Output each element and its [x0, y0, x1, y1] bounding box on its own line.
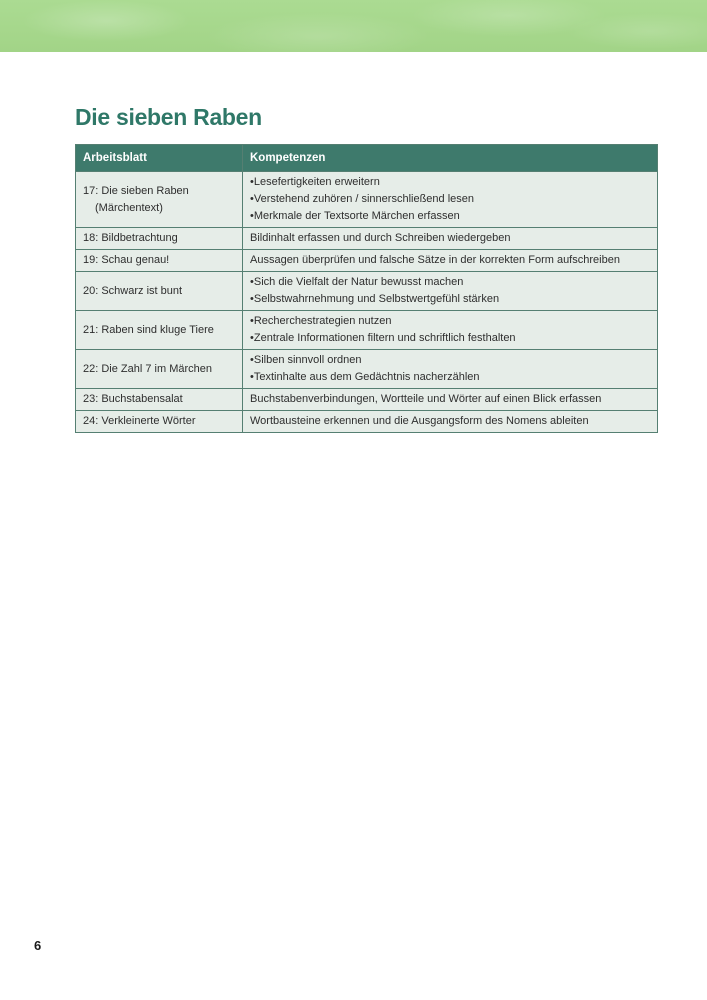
table-row — [76, 350, 658, 389]
arbeitsblatt-cell — [76, 350, 243, 389]
kompetenz-item: • Recherchestrategien nutzen — [250, 313, 651, 330]
decorative-header-band — [0, 0, 707, 52]
kompetenz-item: Buchstabenverbindungen, Wortteile und Wörter auf einen Blick erfassen — [250, 393, 602, 405]
kompetenz-item: Bildinhalt erfassen und durch Schreiben wiedergeben — [250, 232, 511, 244]
kompetenzen-cell — [243, 389, 658, 411]
arbeitsblatt-text: 24: Verkleinerte Wörter — [83, 415, 196, 427]
kompetenz-item: • Selbstwahrnehmung und Selbstwertgefühl stärken — [250, 291, 651, 308]
kompetenz-item: Aussagen überprüfen und falsche Sätze in der korrekten Form aufschreiben — [250, 254, 620, 266]
competency-table — [75, 144, 658, 433]
table-row — [76, 250, 658, 272]
kompetenzen-cell — [243, 272, 658, 311]
kompetenzen-cell — [243, 250, 658, 272]
kompetenz-item: • Zentrale Informationen filtern und schriftlich festhalten — [250, 330, 651, 347]
kompetenzen-cell — [243, 350, 658, 389]
page-content — [75, 104, 657, 433]
kompetenz-item: • Merkmale der Textsorte Märchen erfassen — [250, 208, 651, 225]
table-row — [76, 411, 658, 433]
arbeitsblatt-text: 18: Bildbetrachtung — [83, 232, 178, 244]
kompetenzen-cell — [243, 411, 658, 433]
arbeitsblatt-text: 21: Raben sind kluge Tiere — [83, 323, 214, 336]
table-row — [76, 172, 658, 228]
arbeitsblatt-cell — [76, 172, 243, 228]
column-header-kompetenzen: Kompetenzen — [243, 145, 658, 172]
kompetenz-item: • Sich die Vielfalt der Natur bewusst machen — [250, 274, 651, 291]
kompetenz-item: • Verstehend zuhören / sinnerschließend lesen — [250, 191, 651, 208]
arbeitsblatt-cell — [76, 250, 243, 272]
arbeitsblatt-subtext: (Märchentext) — [95, 201, 163, 214]
arbeitsblatt-cell — [76, 272, 243, 311]
arbeitsblatt-cell — [76, 389, 243, 411]
arbeitsblatt-text: 23: Buchstabensalat — [83, 393, 183, 405]
table-header-row — [76, 145, 658, 172]
kompetenz-item: • Textinhalte aus dem Gedächtnis nacherzählen — [250, 369, 651, 386]
arbeitsblatt-cell — [76, 311, 243, 350]
arbeitsblatt-text: 20: Schwarz ist bunt — [83, 284, 183, 297]
column-header-arbeitsblatt: Arbeitsblatt — [76, 145, 243, 172]
kompetenzen-cell — [243, 228, 658, 250]
arbeitsblatt-cell — [76, 228, 243, 250]
kompetenz-item: Wortbausteine erkennen und die Ausgangsform des Nomens ableiten — [250, 415, 589, 427]
page-number: 6 — [34, 938, 42, 953]
arbeitsblatt-text: 17: Die sieben Raben — [83, 184, 189, 197]
kompetenzen-cell — [243, 311, 658, 350]
arbeitsblatt-cell — [76, 411, 243, 433]
kompetenz-item: • Silben sinnvoll ordnen — [250, 352, 651, 369]
table-row — [76, 228, 658, 250]
page-title: Die sieben Raben — [75, 104, 262, 130]
table-row — [76, 311, 658, 350]
table-row — [76, 272, 658, 311]
arbeitsblatt-text: 22: Die Zahl 7 im Märchen — [83, 362, 212, 375]
kompetenz-item: • Lesefertigkeiten erweitern — [250, 174, 651, 191]
kompetenzen-cell — [243, 172, 658, 228]
arbeitsblatt-text: 19: Schau genau! — [83, 254, 170, 266]
table-row — [76, 389, 658, 411]
